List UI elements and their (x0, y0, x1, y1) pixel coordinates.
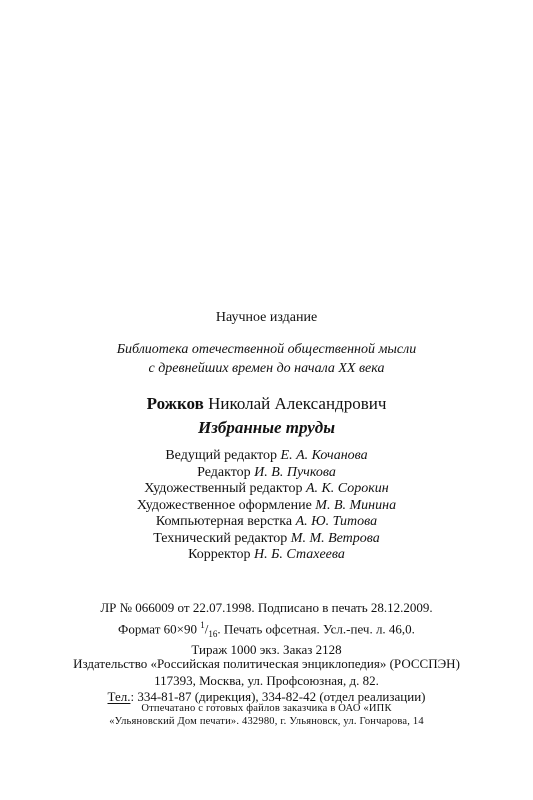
publisher-block (0, 656, 533, 706)
imprint-license: ЛР № 066009 от 22.07.1998. Подписано в печать 28.12.2009. (100, 600, 433, 615)
author-name (0, 394, 533, 414)
author-given-names: Николай Александрович (203, 394, 387, 413)
book-title: Избранные труды (197, 418, 336, 437)
imprint-run: Тираж 1000 экз. Заказ 2128 (191, 641, 342, 657)
credits-list (0, 448, 533, 564)
printer-line-2: «Ульяновский Дом печати». 432980, г. Ульяновск, ул. Гончарова, 14 (109, 716, 424, 727)
edition-type: Научное издание (215, 310, 318, 325)
credit-line: Ведущий редактор Е. А. Кочанова (165, 448, 368, 463)
credit-line: Компьютерная верстка А. Ю. Титова (155, 514, 378, 529)
credit-line: Художественный редактор А. К. Сорокин (144, 481, 389, 496)
publisher-address: 117393, Москва, ул. Профсоюзная, д. 82. (154, 672, 379, 688)
credit-line: Технический редактор М. М. Ветрова (153, 530, 380, 546)
printer-line-1: Отпечатано с готовых файлов заказчика в ОАО «ИПК (141, 703, 392, 714)
series-line-2: с древнейших времен до начала XX века (148, 361, 385, 376)
printer-block (0, 702, 533, 728)
series-title (0, 340, 533, 378)
credit-line: Художественное оформление М. В. Минина (136, 497, 397, 513)
imprint-block (0, 600, 533, 658)
publisher-name: Издательство «Российская политическая энциклопедия» (РОССПЭН) (73, 656, 460, 671)
imprint-format: Формат 60×90 $^1/_{16}$. Печать офсетная. Усл.-печ. л. 46,0. (118, 619, 415, 639)
publisher-phones: Тел.: 334-81-87 (дирекция), 334-82-42 (отдел реализации) (107, 689, 426, 704)
series-line-1: Библиотека отечественной общественной мысли (116, 342, 417, 357)
credit-line: Редактор И. В. Пучкова (197, 464, 336, 480)
author-surname: Рожков (146, 394, 204, 413)
credit-line: Корректор Н. Б. Стахеева (188, 547, 345, 562)
